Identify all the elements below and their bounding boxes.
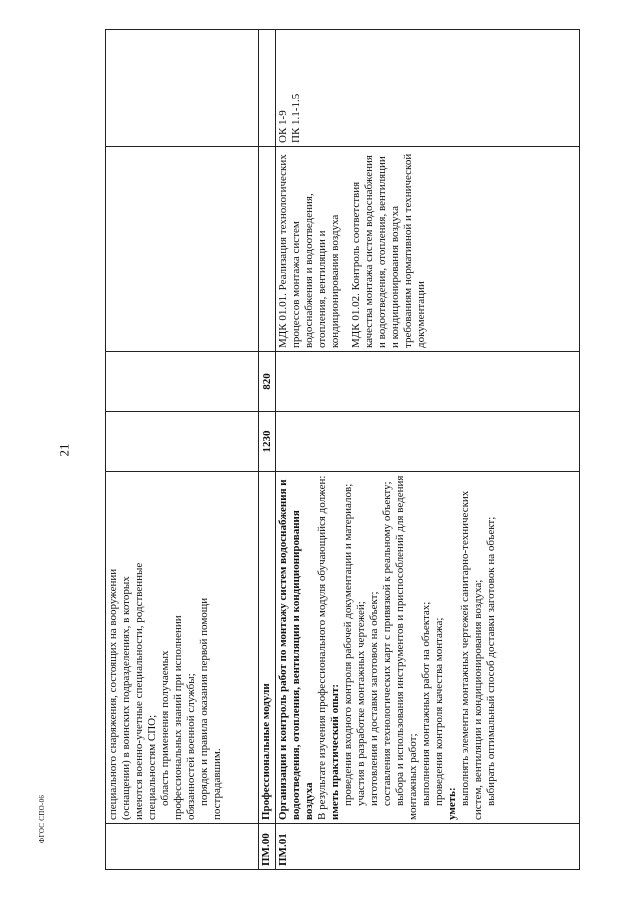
module-content-cell: [276, 472, 580, 824]
text-line: профессиональных знаний при исполнении: [171, 615, 184, 820]
page-number: 21: [56, 443, 72, 457]
text-line: имеются военно-учетные специальности, родственные: [132, 562, 145, 820]
skills-label: уметь:: [445, 787, 458, 820]
text-line: обязанностей военной службы;: [184, 673, 197, 820]
text-line: специальностям СПО;: [145, 714, 158, 820]
experience-item: выбора и использования инструментов и приспособлений для ведения монтажных работ;: [393, 475, 419, 820]
curriculum-table: [105, 29, 580, 870]
experience-item: участия в разработке монтажных чертежей;: [354, 601, 367, 806]
module-code: ПМ.00: [259, 824, 276, 870]
mandatory-load-cell-empty: [276, 352, 580, 412]
mdk-item: МДК 01.02. Контроль соответствия качества монтажа систем водоснабжения и водоотведения, отопления, вентиляции и кондиционирования воздуха требованиям нормативной и технической документации: [349, 153, 427, 348]
text-line: порядок и правила оказания первой помощи: [197, 597, 210, 806]
max-load-cell-empty: [106, 412, 259, 472]
table-row-pm00: [259, 30, 276, 870]
experience-item: выполнения монтажных работ на объектах;: [419, 601, 432, 806]
competence-item: ОК 1-9: [277, 110, 289, 143]
experience-label: иметь практический опыт:: [328, 683, 341, 820]
mdk-cell-empty: [259, 147, 276, 352]
experience-item: проведения контроля качества монтажа;: [432, 617, 445, 806]
code-cell-empty: [106, 824, 259, 870]
competence-item: ПК 1.1-1.5: [289, 93, 302, 143]
competence-cell-empty: [259, 30, 276, 147]
module-code: ПМ.01: [276, 824, 580, 870]
mandatory-load: 820: [259, 352, 276, 412]
experience-item: составления технологических карт с привязкой к реальному объекту;: [380, 481, 393, 806]
module-title: Организация и контроль работ по монтажу систем водоснабжения и водоотведения, отопления, вентиляции и кондиционирования воздуха: [277, 479, 315, 820]
rotated-table-container: [105, 30, 580, 870]
mdk-cell-empty: [106, 147, 259, 352]
text-line: область применения получаемых: [158, 650, 171, 806]
text-line: специального снаряжения, состоящих на вооружении: [107, 568, 119, 820]
table-row-pm01: [276, 30, 580, 870]
max-load-cell-empty: [276, 412, 580, 472]
mdk-cell: [276, 147, 580, 352]
skill-item: выбирать оптимальный способ доставки заготовок на объект;: [484, 516, 497, 806]
experience-item: проведения входного контроля рабочей документации и материалов;: [341, 483, 354, 806]
module-title: Профессиональные модули: [259, 472, 276, 824]
competence-cell-empty: [106, 30, 259, 147]
max-load: 1230: [259, 412, 276, 472]
experience-item: изготовления и доставки заготовок на объект;: [367, 591, 380, 806]
footer-code: ФГОС СПО-06: [38, 794, 47, 844]
mandatory-load-cell-empty: [106, 352, 259, 412]
table-row-continuation: [106, 30, 259, 870]
text-line: пострадавшим.: [210, 748, 223, 820]
mdk-item: МДК 01.01. Реализация технологических процессов монтажа систем водоснабжения и водоотведения, отопления, вентиляции и кондиционирования воздуха: [277, 154, 341, 348]
competence-cell: [276, 30, 580, 147]
continuation-text-cell: [106, 472, 259, 824]
module-intro: В результате изучения профессионального модуля обучающийся должен:: [315, 475, 328, 820]
skill-item: выполнять элементы монтажных чертежей санитарно-технических систем, вентиляции и кондиционирования воздуха;: [458, 490, 484, 820]
text-line: (оснащении) в воинских подразделениях, в которых: [119, 576, 132, 820]
